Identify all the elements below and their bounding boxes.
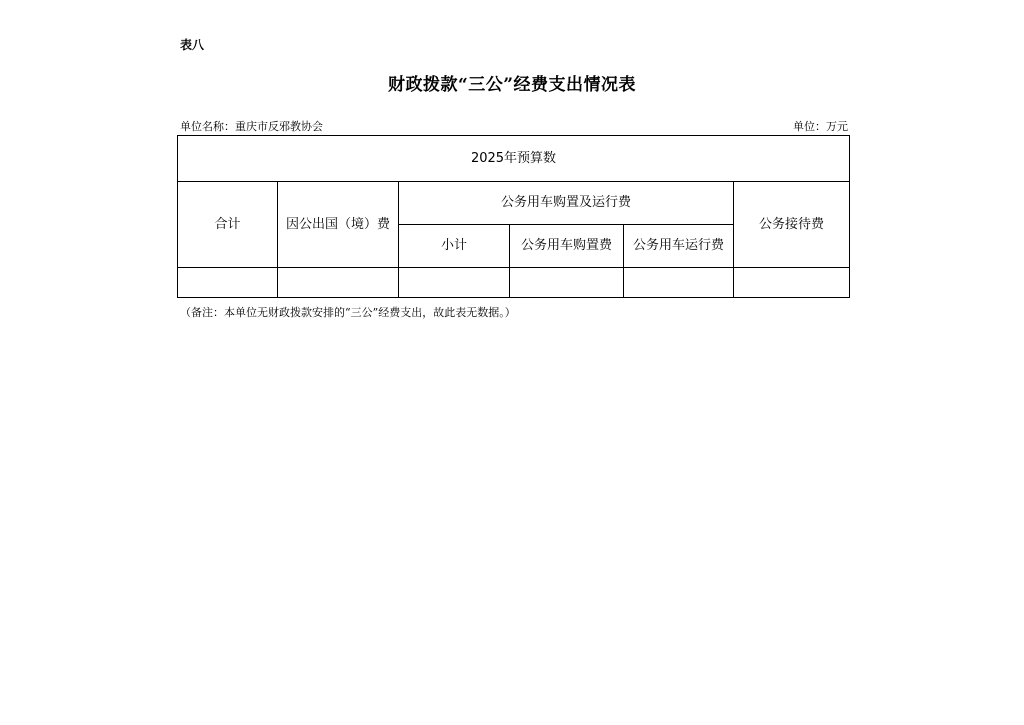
reception-expense-header: 公务接待费 [734, 182, 850, 268]
vehicle-operation-header: 公务用车运行费 [624, 225, 734, 268]
reception-expense-cell [734, 268, 850, 298]
unit-name-label: 单位名称：重庆市反邪教协会 [180, 120, 323, 133]
abroad-expense-cell [278, 268, 399, 298]
three-public-expenses-table [177, 135, 850, 298]
table-number-label: 表八 [180, 38, 205, 52]
year-budget-header: 2025年预算数 [178, 136, 850, 182]
footnote: （备注：本单位无财政拨款安排的“三公”经费支出，故此表无数据。） [180, 306, 516, 319]
table-row [178, 268, 850, 298]
total-header: 合计 [178, 182, 278, 268]
abroad-expense-header: 因公出国（境）费 [278, 182, 399, 268]
vehicle-purchase-cell [510, 268, 624, 298]
vehicle-purchase-header: 公务用车购置费 [510, 225, 624, 268]
vehicle-expense-group-header: 公务用车购置及运行费 [399, 182, 734, 225]
unit-label: 单位：万元 [793, 120, 848, 133]
meta-row [180, 118, 848, 134]
subtotal-cell [399, 268, 510, 298]
subtotal-header: 小计 [399, 225, 510, 268]
vehicle-operation-cell [624, 268, 734, 298]
total-cell [178, 268, 278, 298]
document-title: 财政拨款“三公”经费支出情况表 [387, 75, 637, 95]
